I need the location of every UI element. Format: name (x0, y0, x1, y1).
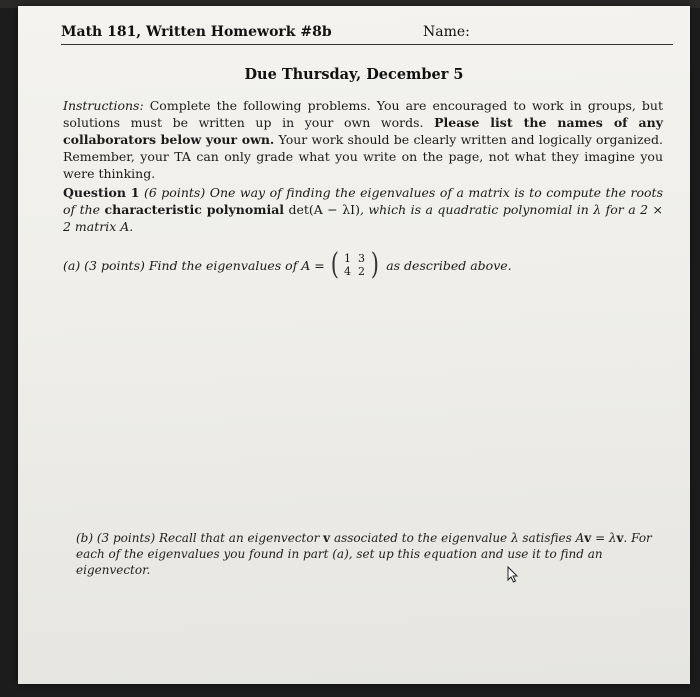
vector-v: v (323, 531, 331, 545)
question-1-label: Question 1 (63, 185, 140, 200)
header (61, 24, 673, 45)
name-label: Name: (423, 24, 470, 40)
part-b-prefix: (b) (3 points) Recall that an eigenvector (76, 531, 324, 545)
question-1-formula: det(A − λI) (284, 202, 360, 217)
question-1-bold: characteristic polynomial (104, 202, 285, 217)
instructions-bold: Please list the names of any collaborators below your own. (63, 115, 663, 147)
question-1-text-2: , which is a quadratic polynomial in λ for a 2 × 2 matrix A. (63, 202, 663, 234)
matrix-entry: 2 (358, 265, 365, 278)
matrix-entry: 1 (344, 252, 351, 265)
part-b-eq: = λ (591, 531, 617, 545)
matrix-grid (341, 252, 369, 278)
part-b-mid: associated to the eigenvalue λ satisfies A (330, 531, 585, 545)
instructions (63, 97, 663, 182)
course-title: Math 181, Written Homework #8b (61, 24, 332, 40)
matrix-a (329, 247, 380, 282)
vector-v: v (616, 531, 624, 545)
part-a (63, 247, 512, 282)
cursor-pointer-icon (506, 566, 520, 584)
part-a-suffix: as described above. (386, 257, 512, 273)
question-1 (63, 184, 663, 235)
question-1-text-1: One way of finding the eigenvalues of a matrix is to compute the roots of the (63, 185, 663, 217)
matrix-left-paren: ( (330, 247, 339, 282)
part-a-prefix: (a) (3 points) Find the eigenvalues of A = (63, 257, 325, 273)
instructions-label: Instructions: (63, 98, 144, 113)
matrix-entry: 3 (358, 252, 365, 265)
vector-v: v (584, 531, 592, 545)
matrix-right-paren: ) (370, 247, 379, 282)
instructions-text-1: Complete the following problems. You are encouraged to work in groups, but solutions must be written up in your own words. (63, 98, 663, 130)
question-1-points: (6 points) (143, 185, 206, 200)
part-b-end: . For each of the eigenvalues you found in part (a), set up this equation and use it to find an eigenvector. (76, 531, 652, 577)
matrix-entry: 4 (344, 265, 351, 278)
homework-sheet (18, 6, 690, 684)
instructions-text-2: Your work should be clearly written and logically organized. Remember, your TA can only grade what you write on the page, not what they imagine you were thinking. (63, 132, 663, 181)
part-b (76, 530, 666, 578)
due-date: Due Thursday, December 5 (244, 66, 464, 83)
